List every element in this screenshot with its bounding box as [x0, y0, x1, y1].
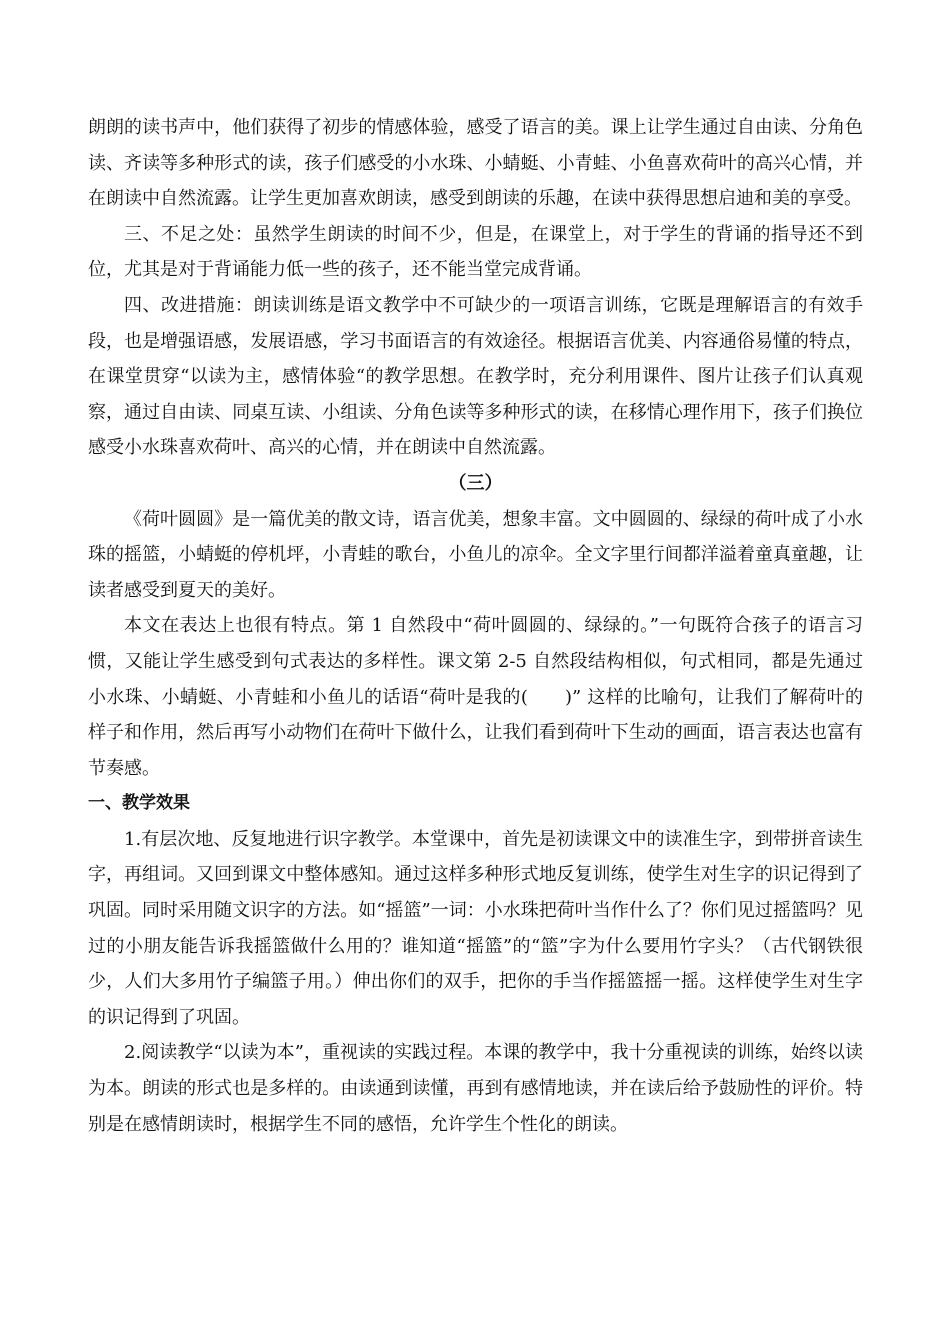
- paragraph-expression-features: 本文在表达上也很有特点。第 1 自然段中“荷叶圆圆的、绿绿的。”一句既符合孩子的语言习惯，又能让学生感受到句式表达的多样性。课文第 2-5 自然段结构相似，句式相同，都是先通过小水珠、小蜻蜓、小青蛙和小鱼儿的话语“荷叶是我的( )” 这样的比喻句，让我们了解荷叶的样子和作用，然后再写小动物们在荷叶下做什么，让我们看到荷叶下生动的画面，语言表达也富有节奏感。: [88, 615, 863, 779]
- paragraph-lotus-intro: 《荷叶圆圆》是一篇优美的散文诗，语言优美，想象丰富。文中圆圆的、绿绿的荷叶成了小水珠的摇篮，小蜻蜓的停机坪，小青蛙的歌台，小鱼儿的凉伞。全文字里行间都洋溢着童真童趣，让读者感受到夏天的美好。: [88, 508, 863, 601]
- document-page: [88, 110, 863, 1142]
- section-marker: （三）: [448, 472, 503, 494]
- section-heading: 一、教学效果: [88, 793, 190, 814]
- paragraph-reading-teaching: 2.阅读教学“以读为本”，重视读的实践过程。本课的教学中，我十分重视读的训练，始终以读为本。朗读的形式也是多样的。由读通到读懂，再到有感情地读，并在读后给予鼓励性的评价。特别是在感情朗读时，根据学生不同的感悟，允许学生个性化的朗读。: [88, 1042, 863, 1135]
- paragraph-literacy-teaching: 1.有层次地、反复地进行识字教学。本堂课中，首先是初读课文中的读准生字，到带拼音读生字，再组词。又回到课文中整体感知。通过这样多种形式地反复训练，使学生对生字的识记得到了巩固。同时采用随文识字的方法。如“摇篮”一词：小水珠把荷叶当作什么了？你们见过摇篮吗？见过的小朋友能告诉我摇篮做什么用的？谁知道“摇篮”的“篮”字为什么要用竹字头？（古代钢铁很少，人们大多用竹子编篮子用。）伸出你们的双手，把你的手当作摇篮摇一摇。这样使学生对生字的识记得到了巩固。: [88, 828, 863, 1028]
- paragraph-improvements: 四、改进措施：朗读训练是语文教学中不可缺少的一项语言训练，它既是理解语言的有效手段，也是增强语感，发展语感，学习书面语言的有效途径。根据语言优美、内容通俗易懂的特点，在课堂贯穿“以读为主，感情体验“的教学思想。在教学时，充分利用课件、图片让孩子们认真观察，通过自由读、同桌互读、小组读、分角色读等多种形式的读，在移情心理作用下，孩子们换位感受小水珠喜欢荷叶、高兴的心情，并在朗读中自然流露。: [88, 294, 863, 459]
- paragraph-reading-experience: 朗朗的读书声中，他们获得了初步的情感体验，感受了语言的美。课上让学生通过自由读、分角色读、齐读等多种形式的读，孩子们感受的小水珠、小蜻蜓、小青蛙、小鱼喜欢荷叶的高兴心情，并在朗读中自然流露。让学生更加喜欢朗读，感受到朗读的乐趣，在读中获得思想启迪和美的享受。: [88, 117, 863, 210]
- paragraph-shortcomings: 三、不足之处：虽然学生朗读的时间不少，但是，在课堂上，对于学生的背诵的指导还不到位，尤其是对于背诵能力低一些的孩子，还不能当堂完成背诵。: [88, 223, 863, 281]
